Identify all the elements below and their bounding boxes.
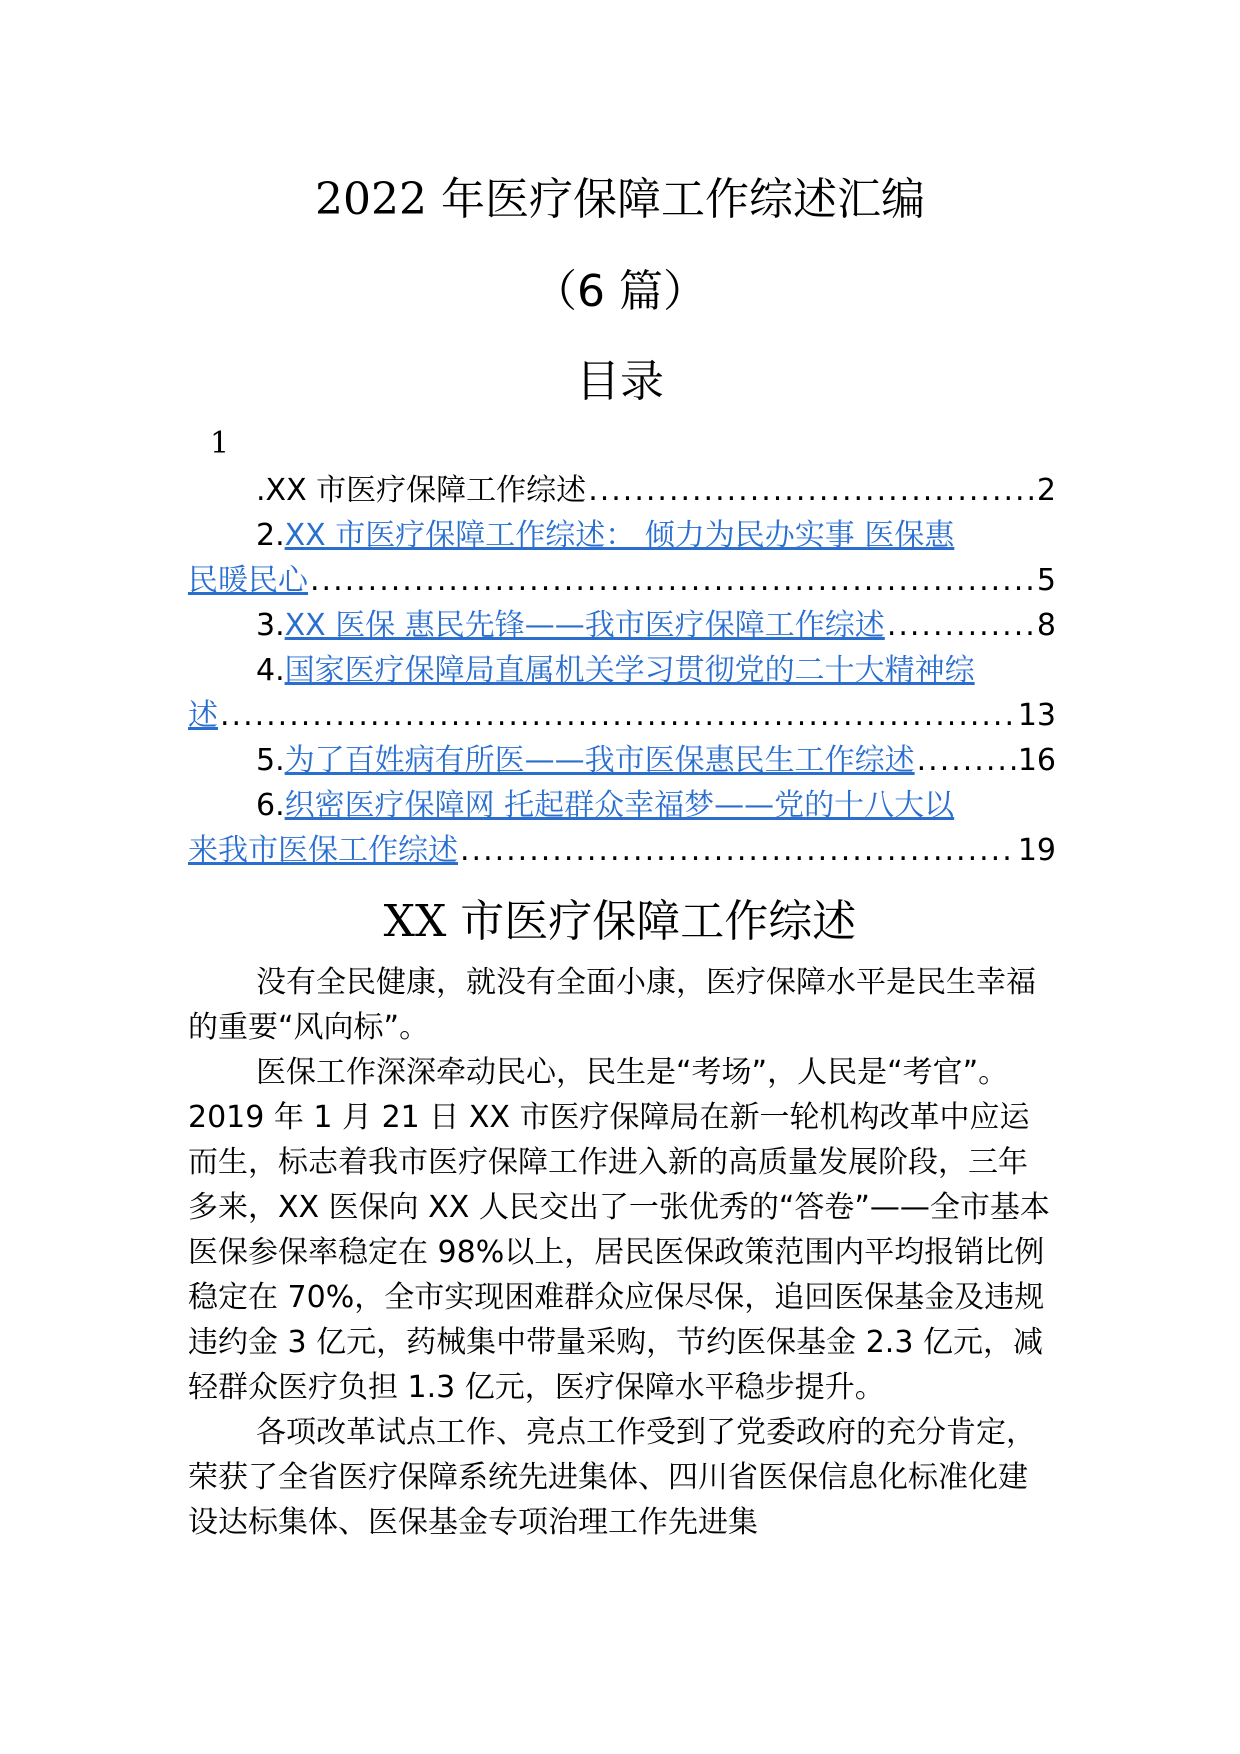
toc-leader [220, 693, 1016, 738]
toc-item-6-continued[interactable] [188, 828, 1056, 873]
toc-item-1-label: .XX 市医疗保障工作综述 [256, 473, 587, 508]
paragraph: 各项改革试点工作、亮点工作受到了党委政府的充分肯定，荣获了全省医疗保障系统先进集体、四川省医保信息化标准化建设达标集体、医保基金专项治理工作先进集 [188, 1415, 1036, 1540]
toc-item-4-number: 4. [256, 653, 285, 688]
toc-leader [460, 828, 1016, 873]
toc-heading: 目录 [576, 356, 664, 407]
toc-item-6-link[interactable]: 织密医疗保障网 托起群众幸福梦——党的十八大以 [284, 788, 955, 823]
toc-stray-number: 1 [210, 426, 230, 461]
toc-item-5-number: 5. [256, 743, 285, 778]
document-subtitle: （6 篇） [533, 266, 707, 317]
table-of-contents [188, 468, 1056, 873]
toc-leader [310, 558, 1035, 603]
toc-item-6-link-cont[interactable]: 来我市医保工作综述 [188, 833, 458, 868]
toc-item-6-number: 6. [256, 788, 285, 823]
toc-item-4-link-cont[interactable]: 述 [188, 698, 218, 733]
document-title: 2022 年医疗保障工作综述汇编 [315, 174, 925, 225]
toc-item-3-page: 8 [1036, 608, 1056, 643]
toc-item-2-link[interactable]: XX 市医疗保障工作综述： 倾力为民办实事 医保惠 [284, 518, 955, 553]
toc-leader [917, 738, 1016, 783]
toc-item-4[interactable] [188, 648, 1056, 693]
paragraph: 医保工作深深牵动民心，民生是“考场”，人民是“考官”。2019 年 1 月 21 日 XX 市医疗保障局在新一轮机构改革中应运而生，标志着我市医疗保障工作进入新的高质量发展阶段，三年多来，XX 医保向 XX 人民交出了一张优秀的“答卷”——全市基本医保参保率稳定在 98%以上，居民医保政策范围内平均报销比例稳定在 70%，全市实现困难群众应保尽保，追回医保基金及违规违约金 3 亿元，药械集中带量采购，节约医保基金 2.3 亿元，减轻群众医疗负担 1.3 亿元，医疗保障水平稳步提升。 [188, 1055, 1050, 1405]
toc-item-3-link[interactable]: XX 医保 惠民先锋——我市医疗保障工作综述 [284, 608, 885, 643]
toc-leader [588, 468, 1035, 513]
toc-item-4-page: 13 [1017, 698, 1056, 733]
toc-item-5[interactable] [188, 738, 1056, 783]
toc-item-4-continued[interactable] [188, 693, 1056, 738]
toc-item-2-number: 2. [256, 518, 285, 553]
article-body [188, 960, 1056, 1545]
toc-item-3[interactable] [188, 603, 1056, 648]
toc-item-2-link-cont[interactable]: 民暖民心 [188, 563, 308, 598]
toc-item-2-continued[interactable] [188, 558, 1056, 603]
toc-item-3-number: 3. [256, 608, 285, 643]
article-title: XX 市医疗保障工作综述 [383, 896, 857, 947]
toc-item-2[interactable] [188, 513, 1056, 558]
toc-item-1-page: 2 [1036, 473, 1056, 508]
toc-leader [887, 603, 1035, 648]
toc-item-4-link[interactable]: 国家医疗保障局直属机关学习贯彻党的二十大精神综 [284, 653, 975, 688]
paragraph: 没有全民健康，就没有全面小康，医疗保障水平是民生幸福的重要“风向标”。 [188, 965, 1036, 1045]
toc-item-5-page: 16 [1017, 743, 1056, 778]
toc-item-2-page: 5 [1036, 563, 1056, 598]
toc-item-1[interactable] [188, 468, 1056, 513]
toc-item-5-link[interactable]: 为了百姓病有所医——我市医保惠民生工作综述 [284, 743, 915, 778]
toc-item-6-page: 19 [1017, 833, 1056, 868]
toc-item-6[interactable] [188, 783, 1056, 828]
